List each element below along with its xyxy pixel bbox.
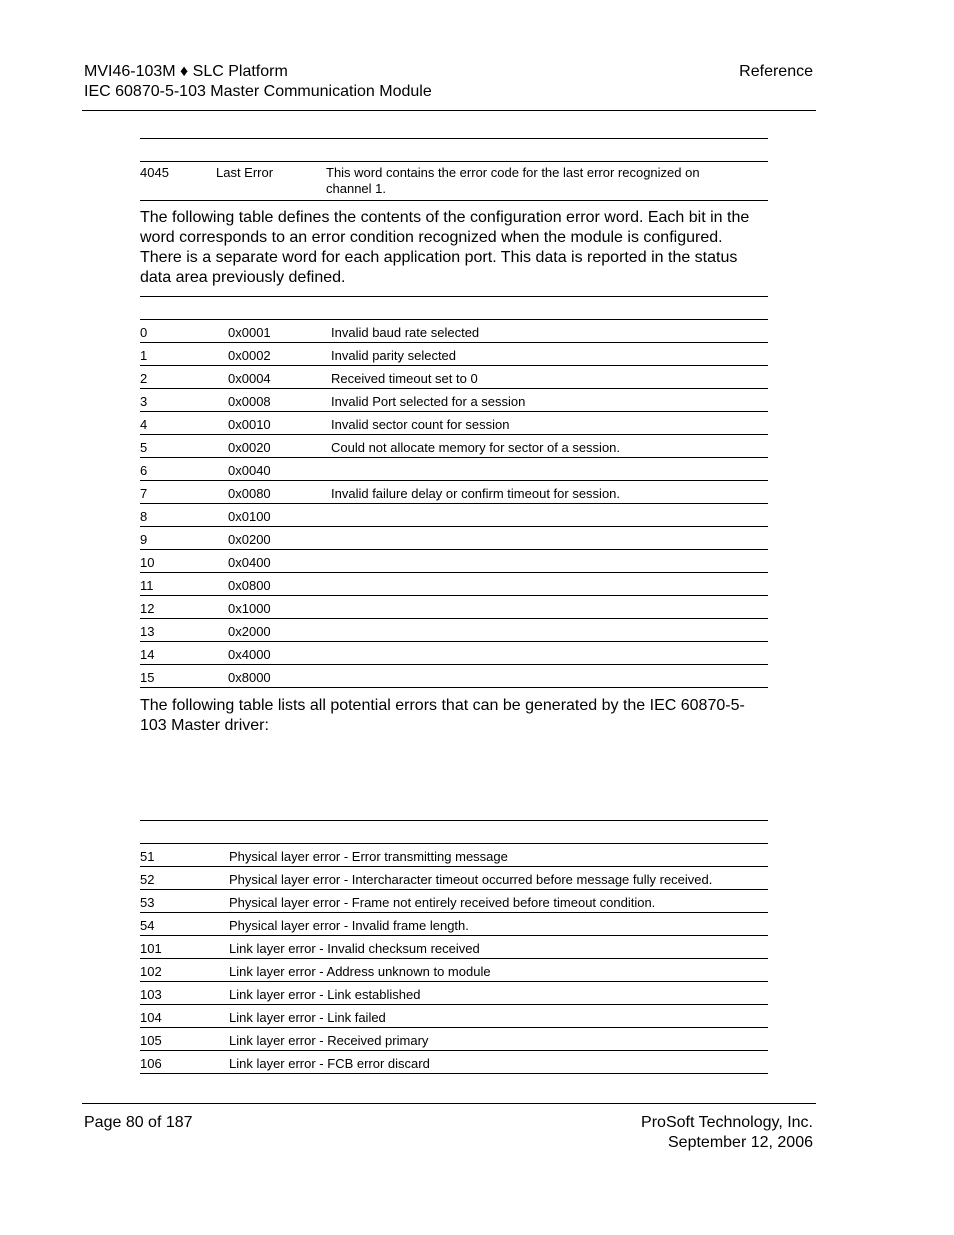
config-description-cell: Invalid baud rate selected: [331, 325, 480, 340]
driver-error-table: [140, 843, 768, 1074]
config-code-cell: 0x4000: [228, 647, 271, 662]
config-description-cell: Received timeout set to 0: [331, 371, 478, 386]
footer-rule: [82, 1103, 816, 1104]
table-row: [140, 481, 768, 504]
paragraph-driver-error-intro: The following table lists all potential errors that can be generated by the IEC 60870-5-103 Master driver:: [140, 697, 745, 734]
driver-description-cell: Link layer error - Link established: [229, 987, 421, 1002]
config-code-cell: 0x0200: [228, 532, 271, 547]
footer-page-number: Page 80 of 187: [84, 1114, 193, 1131]
config-bit-cell: 7: [140, 486, 148, 501]
config-code-cell: 0x0004: [228, 371, 271, 386]
footer-company: ProSoft Technology, Inc.: [641, 1114, 813, 1131]
driver-description-cell: Link layer error - Received primary: [229, 1033, 429, 1048]
config-bit-cell: 8: [140, 509, 148, 524]
table-row: [140, 458, 768, 481]
paragraph-config-error-intro: The following table defines the contents of the configuration error word. Each bit in the word corresponds to an error condition recognized when the module is configured. There is a separate word for each application port. This data is reported in the status data area previously defined.: [140, 209, 750, 286]
config-bit-cell: 10: [140, 555, 155, 570]
status-table-bottom-rule: [140, 200, 768, 201]
config-description-cell: Could not allocate memory for sector of a session.: [331, 440, 621, 455]
config-bit-cell: 0: [140, 325, 148, 340]
driver-code-cell: 51: [140, 849, 155, 864]
config-bit-cell: 11: [140, 578, 154, 593]
table-row: [140, 890, 768, 913]
table-row: [140, 1051, 768, 1074]
table-row: [140, 573, 768, 596]
config-bit-cell: 2: [140, 371, 148, 386]
driver-description-cell: Link layer error - Link failed: [229, 1010, 386, 1025]
driver-description-cell: Link layer error - Invalid checksum received: [229, 941, 480, 956]
config-bit-cell: 6: [140, 463, 148, 478]
table-row: [140, 504, 768, 527]
config-bit-cell: 14: [140, 647, 155, 662]
config-error-table: [140, 319, 768, 688]
config-bit-cell: 4: [140, 417, 148, 432]
driver-description-cell: Physical layer error - Frame not entirely received before timeout condition.: [229, 895, 656, 910]
config-code-cell: 0x0002: [228, 348, 271, 363]
table-row: [140, 936, 768, 959]
driver-code-cell: 102: [140, 964, 162, 979]
config-code-cell: 0x0040: [228, 463, 271, 478]
driver-code-cell: 104: [140, 1010, 162, 1025]
config-code-cell: 0x2000: [228, 624, 271, 639]
driver-code-cell: 53: [140, 895, 155, 910]
header-rule: [82, 110, 816, 111]
config-code-cell: 0x0100: [228, 509, 271, 524]
config-bit-cell: 5: [140, 440, 148, 455]
header-title-line1: MVI46-103M ♦ SLC Platform: [84, 63, 288, 80]
table-row: [140, 1005, 768, 1028]
footer-date: September 12, 2006: [668, 1134, 813, 1151]
table-row: [140, 913, 768, 936]
driver-description-cell: Link layer error - FCB error discard: [229, 1056, 430, 1071]
table-row: [140, 343, 768, 366]
driver-description-cell: Physical layer error - Intercharacter timeout occurred before message fully received.: [229, 872, 713, 887]
config-code-cell: 0x0020: [228, 440, 271, 455]
table-row: [140, 619, 768, 642]
config-code-cell: 0x0008: [228, 394, 271, 409]
config-bit-cell: 9: [140, 532, 148, 547]
table-row: [140, 412, 768, 435]
config-description-cell: Invalid sector count for session: [331, 417, 510, 432]
table-row: [140, 320, 768, 343]
driver-table-top-rule: [140, 820, 768, 821]
table-row: [140, 550, 768, 573]
driver-code-cell: 106: [140, 1056, 162, 1071]
status-row-description: This word contains the error code for the last error recognized on channel 1.: [326, 165, 700, 196]
driver-description-cell: Link layer error - Address unknown to module: [229, 964, 491, 979]
driver-description-cell: Physical layer error - Invalid frame length.: [229, 918, 469, 933]
driver-code-cell: 101: [140, 941, 162, 956]
table-row: [140, 527, 768, 550]
status-row-name: Last Error: [216, 165, 274, 180]
header-section: Reference: [739, 63, 813, 80]
table-row: [140, 867, 768, 890]
table-row: [140, 389, 768, 412]
config-code-cell: 0x0001: [228, 325, 271, 340]
table-row: [140, 665, 768, 688]
table-row: [140, 435, 768, 458]
status-row-offset: 4045: [140, 165, 169, 180]
config-table-top-rule: [140, 296, 768, 297]
status-table-header-rule: [140, 161, 768, 162]
table-row: [140, 844, 768, 867]
config-code-cell: 0x0400: [228, 555, 271, 570]
table-row: [140, 642, 768, 665]
table-row: [140, 596, 768, 619]
config-code-cell: 0x0080: [228, 486, 271, 501]
config-description-cell: Invalid Port selected for a session: [331, 394, 526, 409]
table-row: [140, 1028, 768, 1051]
config-bit-cell: 13: [140, 624, 155, 639]
driver-code-cell: 54: [140, 918, 155, 933]
table-row: [140, 959, 768, 982]
config-code-cell: 0x0800: [228, 578, 271, 593]
config-bit-cell: 12: [140, 601, 155, 616]
table-row: [140, 982, 768, 1005]
config-code-cell: 0x1000: [228, 601, 271, 616]
header-title-line2: IEC 60870-5-103 Master Communication Module: [84, 83, 432, 100]
driver-code-cell: 103: [140, 987, 162, 1002]
status-table-top-rule: [140, 138, 768, 139]
config-code-cell: 0x0010: [228, 417, 271, 432]
config-description-cell: Invalid parity selected: [331, 348, 457, 363]
config-bit-cell: 3: [140, 394, 148, 409]
driver-code-cell: 52: [140, 872, 155, 887]
table-row: [140, 366, 768, 389]
config-code-cell: 0x8000: [228, 670, 271, 685]
config-bit-cell: 15: [140, 670, 155, 685]
driver-description-cell: Physical layer error - Error transmitting message: [229, 849, 508, 864]
config-description-cell: Invalid failure delay or confirm timeout for session.: [331, 486, 621, 501]
driver-code-cell: 105: [140, 1033, 162, 1048]
config-bit-cell: 1: [140, 348, 148, 363]
